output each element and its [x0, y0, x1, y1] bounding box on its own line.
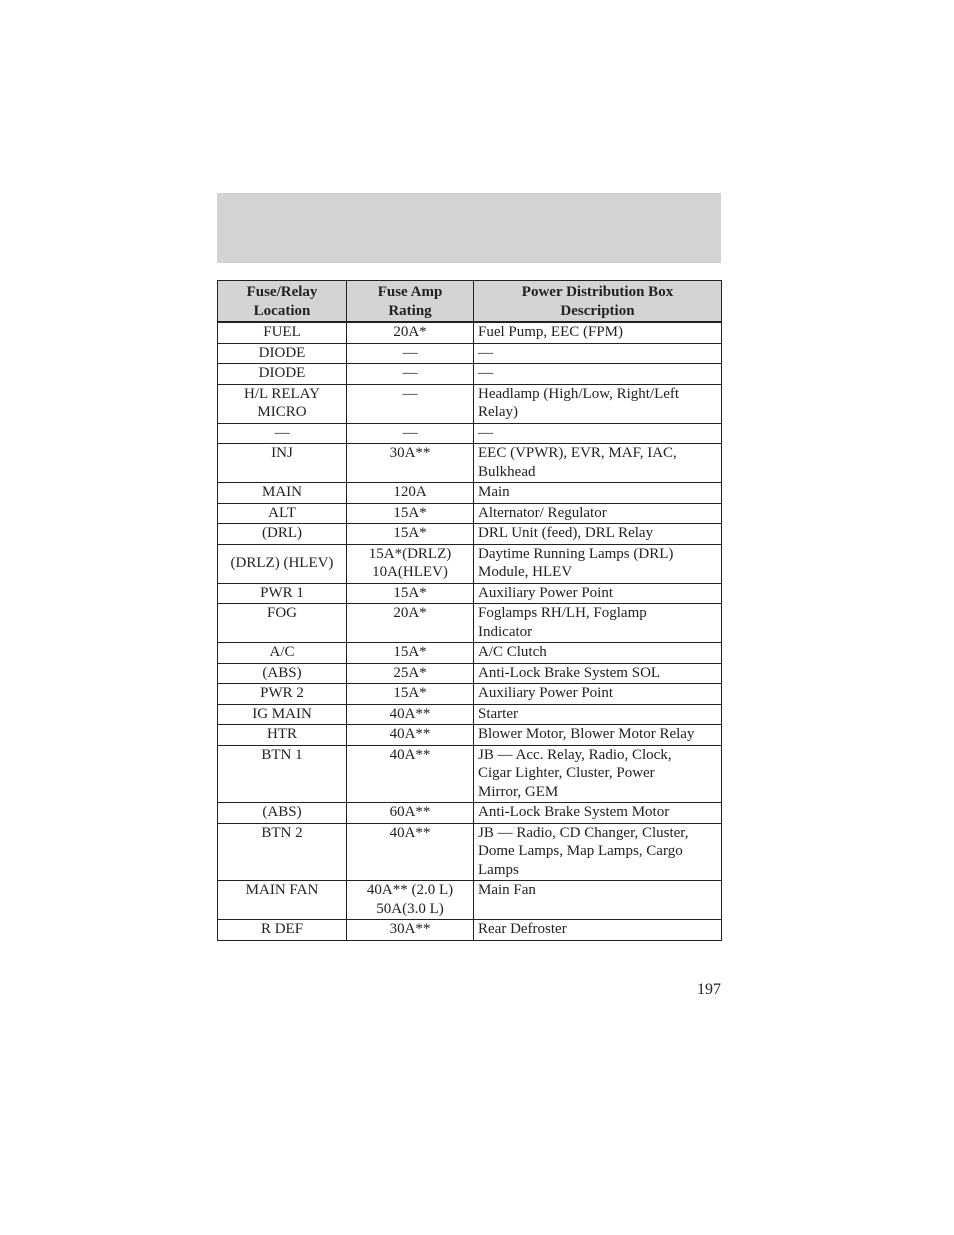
cell-rating-line: 40A** (2.0 L): [366, 882, 454, 898]
table-row: [218, 604, 722, 643]
cell-description: [474, 604, 722, 643]
cell-rating: [347, 881, 474, 920]
cell-description: [474, 663, 722, 684]
header-description-line-1: Power Distribution Box: [521, 284, 674, 300]
cell-rating: [347, 803, 474, 824]
cell-rating-line: 20A*: [393, 605, 427, 621]
cell-location: [218, 544, 347, 583]
cell-rating: [347, 384, 474, 423]
cell-description: [474, 643, 722, 664]
cell-rating-line: 60A**: [389, 804, 431, 820]
table-header: [218, 281, 722, 323]
cell-location: [218, 444, 347, 483]
cell-description-line: Main: [478, 484, 510, 500]
cell-rating-line: 120A: [393, 484, 427, 500]
cell-location-line: FOG: [266, 605, 297, 621]
cell-description-line: Cigar Lighter, Cluster, Power: [478, 765, 655, 781]
table-row: [218, 483, 722, 504]
cell-location: [218, 745, 347, 803]
cell-description: [474, 803, 722, 824]
cell-description: [474, 503, 722, 524]
table-row: [218, 423, 722, 444]
cell-location-line: BTN 2: [261, 824, 303, 841]
cell-rating: [347, 704, 474, 725]
cell-location: [218, 343, 347, 364]
cell-rating-line: 30A**: [389, 445, 431, 461]
cell-location: [218, 423, 347, 444]
cell-rating: [347, 322, 474, 343]
cell-location-line: A/C: [269, 644, 295, 660]
cell-description-line: EEC (VPWR), EVR, MAF, IAC,: [478, 445, 677, 461]
cell-rating-line: —: [402, 365, 418, 381]
cell-location: [218, 583, 347, 604]
cell-rating-line: 25A*: [393, 664, 427, 681]
cell-rating: [347, 444, 474, 483]
cell-description-line: JB — Acc. Relay, Radio, Clock,: [478, 746, 672, 763]
table-row: [218, 704, 722, 725]
cell-location: [218, 604, 347, 643]
cell-location-line: IG MAIN: [252, 705, 312, 722]
cell-description: [474, 745, 722, 803]
cell-description-line: —: [478, 365, 493, 381]
cell-rating: [347, 544, 474, 583]
table-row: [218, 725, 722, 746]
cell-description: [474, 704, 722, 725]
cell-rating: [347, 364, 474, 385]
cell-rating: [347, 483, 474, 504]
cell-rating-line: 10A(HLEV): [372, 564, 448, 580]
cell-location: [218, 503, 347, 524]
cell-rating-line: 15A*: [393, 685, 427, 701]
table-row: [218, 444, 722, 483]
header-rating-line-1: Fuse Amp: [377, 284, 443, 300]
cell-location-line: MAIN FAN: [245, 882, 319, 898]
cell-location: [218, 725, 347, 746]
table-row: [218, 643, 722, 664]
cell-rating-line: 40A**: [389, 726, 431, 742]
cell-location-line: R DEF: [260, 921, 304, 937]
table-row: [218, 544, 722, 583]
cell-rating: [347, 684, 474, 705]
cell-description-line: Indicator: [478, 623, 533, 640]
cell-location: [218, 384, 347, 423]
cell-rating: [347, 745, 474, 803]
cell-rating: [347, 663, 474, 684]
cell-location-line: (DRLZ) (HLEV): [230, 554, 334, 571]
cell-description-line: Rear Defroster: [478, 921, 567, 937]
cell-description: [474, 544, 722, 583]
table-row: [218, 663, 722, 684]
cell-description-line: Daytime Running Lamps (DRL): [478, 545, 674, 562]
cell-rating-line: —: [402, 344, 418, 361]
cell-rating: [347, 524, 474, 545]
cell-rating-line: 40A**: [389, 705, 431, 722]
cell-description-line: Bulkhead: [478, 463, 536, 480]
table-row: [218, 322, 722, 343]
table-body: [218, 322, 722, 940]
cell-rating: [347, 823, 474, 881]
cell-rating: [347, 920, 474, 941]
header-location-line-2: Location: [253, 302, 311, 319]
cell-description: [474, 823, 722, 881]
cell-rating: [347, 643, 474, 664]
cell-description-line: Auxiliary Power Point: [478, 685, 613, 701]
table-row: [218, 920, 722, 941]
cell-location: [218, 684, 347, 705]
cell-location-line: DIODE: [258, 365, 306, 381]
cell-location-line: PWR 1: [260, 584, 304, 601]
cell-description: [474, 684, 722, 705]
cell-description-line: Anti-Lock Brake System Motor: [478, 804, 670, 820]
cell-description: [474, 364, 722, 385]
cell-rating-line: 15A*(DRLZ): [368, 545, 452, 562]
header-rating-line-2: Rating: [388, 302, 432, 319]
table-row: [218, 524, 722, 545]
table-row: [218, 684, 722, 705]
cell-description: [474, 322, 722, 343]
cell-location: [218, 704, 347, 725]
cell-rating-line: 15A*: [393, 525, 427, 541]
cell-description-line: Module, HLEV: [478, 564, 573, 580]
table-row: [218, 384, 722, 423]
cell-description-line: A/C Clutch: [478, 644, 547, 660]
cell-location-line: (ABS): [262, 804, 302, 820]
table-row: [218, 364, 722, 385]
cell-location: [218, 803, 347, 824]
cell-description-line: Blower Motor, Blower Motor Relay: [478, 726, 695, 742]
cell-rating: [347, 604, 474, 643]
cell-location: [218, 823, 347, 881]
cell-description: [474, 920, 722, 941]
cell-description: [474, 384, 722, 423]
cell-description-line: —: [478, 344, 493, 361]
cell-description: [474, 423, 722, 444]
cell-location: [218, 483, 347, 504]
cell-rating-line: —: [402, 385, 418, 402]
header-location-line-1: Fuse/Relay: [246, 284, 318, 300]
table-row: [218, 881, 722, 920]
cell-description-line: Fuel Pump, EEC (FPM): [478, 324, 624, 340]
cell-rating-line: 15A*: [393, 644, 427, 660]
cell-location: [218, 663, 347, 684]
cell-description: [474, 881, 722, 920]
table-header-row: [218, 281, 722, 323]
cell-description-line: Headlamp (High/Low, Right/Left: [478, 385, 680, 402]
cell-rating-line: —: [402, 424, 418, 441]
cell-location: [218, 524, 347, 545]
cell-rating-line: 40A**: [389, 746, 431, 763]
header-description: [474, 281, 722, 323]
header-description-line-2: Description: [560, 302, 635, 319]
cell-location-line: BTN 1: [261, 746, 303, 763]
cell-location-line: (ABS): [262, 664, 302, 681]
cell-location-line: (DRL): [262, 525, 302, 541]
cell-description: [474, 725, 722, 746]
cell-rating-line: 15A*: [393, 584, 427, 601]
cell-description-line: JB — Radio, CD Changer, Cluster,: [478, 824, 689, 841]
cell-rating: [347, 503, 474, 524]
cell-rating-line: 15A*: [393, 504, 427, 521]
cell-description: [474, 483, 722, 504]
cell-location-line: INJ: [271, 445, 293, 461]
cell-rating: [347, 423, 474, 444]
cell-description-line: Mirror, GEM: [478, 783, 559, 800]
cell-location-line: ALT: [268, 504, 296, 521]
cell-location: [218, 322, 347, 343]
table-row: [218, 343, 722, 364]
cell-description-line: Main Fan: [478, 882, 536, 898]
cell-description-line: Starter: [478, 705, 518, 722]
page-number: 197: [697, 981, 721, 998]
cell-location: [218, 920, 347, 941]
cell-description: [474, 524, 722, 545]
fuse-relay-table: [217, 280, 722, 941]
cell-rating: [347, 725, 474, 746]
table-row: [218, 803, 722, 824]
cell-location-line: PWR 2: [260, 685, 304, 701]
cell-rating-line: 50A(3.0 L): [376, 900, 444, 917]
cell-location: [218, 643, 347, 664]
cell-description-line: Auxiliary Power Point: [478, 584, 613, 601]
cell-location-line: DIODE: [258, 344, 306, 361]
cell-location-line: H/L RELAY: [244, 385, 320, 402]
header-location: [218, 281, 347, 323]
table-row: [218, 745, 722, 803]
cell-rating-line: 30A**: [389, 921, 431, 937]
cell-location: [218, 364, 347, 385]
cell-rating: [347, 343, 474, 364]
cell-description: [474, 583, 722, 604]
cell-description: [474, 444, 722, 483]
cell-rating: [347, 583, 474, 604]
cell-description-line: Dome Lamps, Map Lamps, Cargo: [478, 843, 683, 859]
cell-description-line: Relay): [478, 404, 518, 420]
cell-description: [474, 343, 722, 364]
section-header-band: [217, 193, 721, 263]
cell-description-line: Anti-Lock Brake System SOL: [478, 664, 661, 681]
cell-description-line: Foglamps RH/LH, Foglamp: [478, 605, 647, 621]
cell-description-line: DRL Unit (feed), DRL Relay: [478, 525, 654, 541]
cell-location: [218, 881, 347, 920]
cell-location-line: MICRO: [257, 404, 307, 420]
cell-location-line: MAIN: [262, 484, 302, 500]
cell-description-line: Lamps: [478, 861, 519, 878]
cell-location-line: FUEL: [263, 324, 301, 340]
cell-location-line: HTR: [267, 726, 297, 742]
cell-rating-line: 20A*: [393, 324, 427, 340]
table-row: [218, 583, 722, 604]
cell-location-line: —: [274, 424, 290, 441]
cell-description-line: Alternator/ Regulator: [478, 504, 607, 521]
header-rating: [347, 281, 474, 323]
table-row: [218, 503, 722, 524]
table-row: [218, 823, 722, 881]
cell-rating-line: 40A**: [389, 824, 431, 841]
cell-description-line: —: [478, 424, 493, 441]
